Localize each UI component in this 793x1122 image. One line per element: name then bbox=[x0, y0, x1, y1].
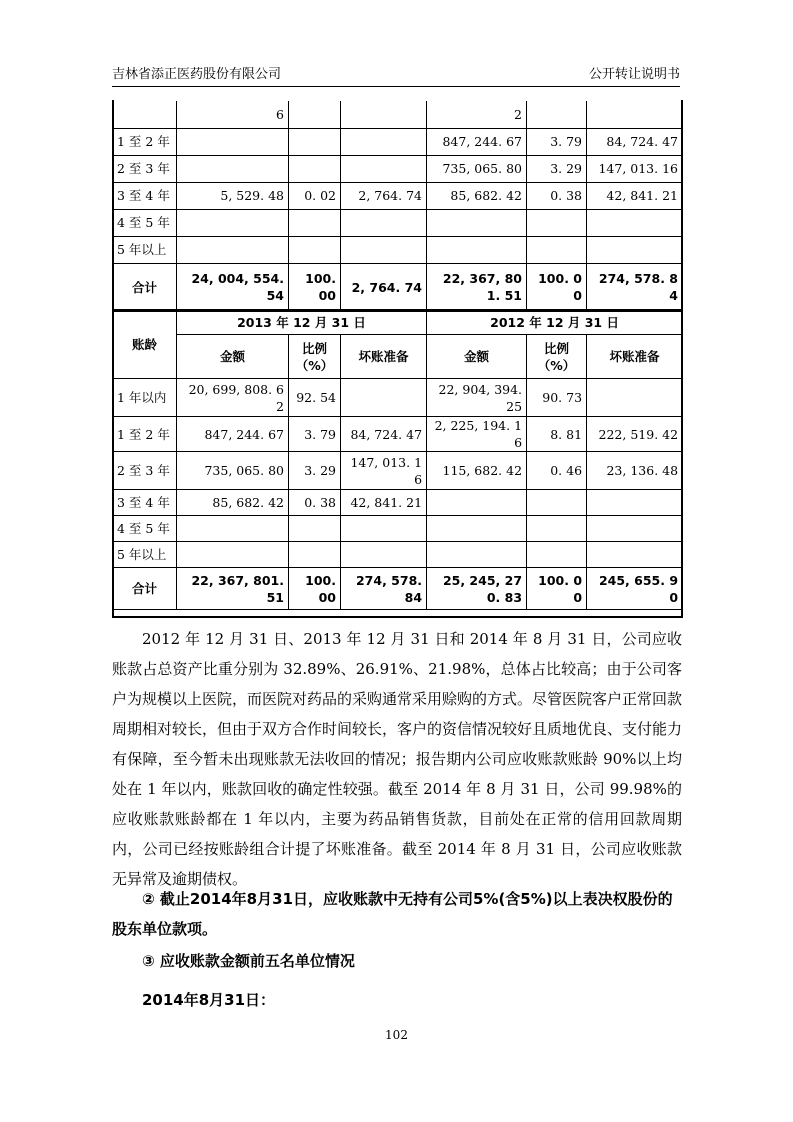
value-cell: 24, 004, 554. 54 bbox=[177, 263, 289, 311]
page-number: 102 bbox=[385, 1028, 408, 1042]
value-cell: 245, 655. 90 bbox=[587, 568, 683, 610]
value-cell: 147, 013. 16 bbox=[341, 452, 427, 490]
value-cell bbox=[587, 101, 683, 128]
value-cell: 3. 79 bbox=[527, 128, 587, 155]
value-cell bbox=[177, 542, 289, 568]
value-cell: 100. 00 bbox=[527, 568, 587, 610]
value-cell: 6 bbox=[177, 101, 289, 128]
age-cell: 4 至 5 年 bbox=[113, 209, 177, 236]
value-cell: 90. 73 bbox=[527, 379, 587, 417]
age-cell: 合计 bbox=[113, 568, 177, 610]
ratio-header: 比例（%） bbox=[289, 335, 341, 379]
receivables-aging-table bbox=[112, 310, 683, 610]
table-row bbox=[113, 209, 683, 236]
value-cell bbox=[587, 209, 683, 236]
value-cell bbox=[587, 542, 683, 568]
period-2013-header: 2013 年 12 月 31 日 bbox=[177, 311, 427, 335]
value-cell: 22, 904, 394. 25 bbox=[427, 379, 527, 417]
value-cell: 0. 38 bbox=[289, 490, 341, 516]
table-row bbox=[113, 101, 683, 128]
value-cell bbox=[427, 542, 527, 568]
value-cell bbox=[177, 155, 289, 182]
value-cell bbox=[587, 490, 683, 516]
value-cell bbox=[289, 155, 341, 182]
value-cell: 0. 38 bbox=[527, 182, 587, 209]
value-cell bbox=[587, 516, 683, 542]
value-cell bbox=[341, 209, 427, 236]
value-cell: 3. 79 bbox=[289, 417, 341, 452]
value-cell bbox=[289, 101, 341, 128]
value-cell: 85, 682. 42 bbox=[177, 490, 289, 516]
age-cell: 4 至 5 年 bbox=[113, 516, 177, 542]
value-cell bbox=[587, 236, 683, 263]
table-row bbox=[113, 542, 683, 568]
table-row bbox=[113, 379, 683, 417]
value-cell: 42, 841. 21 bbox=[341, 490, 427, 516]
value-cell: 847, 244. 67 bbox=[177, 417, 289, 452]
document-title: 公开转让说明书 bbox=[588, 67, 680, 82]
value-cell bbox=[527, 516, 587, 542]
value-cell bbox=[289, 542, 341, 568]
reserve-header: 坏账准备 bbox=[341, 335, 427, 379]
analysis-paragraph: 2012 年 12 月 31 日、2013 年 12 月 31 日和 2014 年 8 月 31 日，公司应收账款占总资产比重分别为 32.89%、26.91%、21.98%，总体占比较高；由于公司客户为规模以上医院，而医院对药品的采购通常采用赊购的方式。尽管医院客户正常回款周期相对较长，但由于双方合作时间较长，客户的资信情况较好且质地优良、支付能力有保障，至今暂未出现账款无法收回的情况；报告期内公司应收账款账龄 90%以上均处在 1 年以内，账款回收的确定性较强。截至 2014 年 8 月 31 日，公司 99.98%的应收账款账龄都在 1 年以内，主要为药品销售货款，目前处在正常的信用回款周期内，公司已经按账龄组合计提了坏账准备。截至 2014 年 8 月 31 日，公司应收账款无异常及逾期债权。 bbox=[112, 630, 683, 888]
value-cell: 25, 245, 270. 83 bbox=[427, 568, 527, 610]
age-cell: 1 至 2 年 bbox=[113, 128, 177, 155]
age-cell: 合计 bbox=[113, 263, 177, 311]
amount-header: 金额 bbox=[427, 335, 527, 379]
value-cell bbox=[427, 236, 527, 263]
receivables-table-continued bbox=[112, 101, 683, 312]
value-cell bbox=[527, 209, 587, 236]
section-heading-2: ② 截止2014年8月31日，应收账款中无持有公司5%(含5%)以上表决权股份的股东单位款项。 bbox=[112, 890, 673, 938]
value-cell bbox=[341, 155, 427, 182]
value-cell: 92. 54 bbox=[289, 379, 341, 417]
table-row bbox=[113, 452, 683, 490]
value-cell: 85, 682. 42 bbox=[427, 182, 527, 209]
value-cell bbox=[341, 236, 427, 263]
table-row bbox=[113, 128, 683, 155]
ratio-header: 比例（%） bbox=[527, 335, 587, 379]
amount-header: 金额 bbox=[177, 335, 289, 379]
table-row bbox=[113, 490, 683, 516]
value-cell: 115, 682. 42 bbox=[427, 452, 527, 490]
value-cell bbox=[177, 209, 289, 236]
value-cell: 222, 519. 42 bbox=[587, 417, 683, 452]
value-cell bbox=[341, 379, 427, 417]
age-cell: 3 至 4 年 bbox=[113, 490, 177, 516]
total-row bbox=[113, 263, 683, 311]
value-cell: 8. 81 bbox=[527, 417, 587, 452]
value-cell: 0. 02 bbox=[289, 182, 341, 209]
value-cell bbox=[527, 542, 587, 568]
age-cell: 3 至 4 年 bbox=[113, 182, 177, 209]
table-row bbox=[113, 417, 683, 452]
value-cell: 2, 764. 74 bbox=[341, 263, 427, 311]
value-cell bbox=[289, 209, 341, 236]
value-cell: 3. 29 bbox=[527, 155, 587, 182]
age-cell: 2 至 3 年 bbox=[113, 452, 177, 490]
table-row bbox=[113, 236, 683, 263]
value-cell bbox=[341, 542, 427, 568]
value-cell bbox=[177, 516, 289, 542]
value-cell bbox=[427, 490, 527, 516]
value-cell bbox=[341, 101, 427, 128]
value-cell bbox=[177, 128, 289, 155]
value-cell: 22, 367, 801. 51 bbox=[427, 263, 527, 311]
age-cell: 2 至 3 年 bbox=[113, 155, 177, 182]
value-cell bbox=[341, 128, 427, 155]
age-cell: 5 年以上 bbox=[113, 236, 177, 263]
value-cell: 84, 724. 47 bbox=[341, 417, 427, 452]
age-cell bbox=[113, 101, 177, 128]
value-cell: 84, 724. 47 bbox=[587, 128, 683, 155]
value-cell: 23, 136. 48 bbox=[587, 452, 683, 490]
value-cell bbox=[527, 236, 587, 263]
value-cell bbox=[427, 209, 527, 236]
reserve-header: 坏账准备 bbox=[587, 335, 683, 379]
value-cell bbox=[177, 236, 289, 263]
section-heading-4: 2014年8月31日： bbox=[142, 991, 276, 1009]
value-cell bbox=[289, 128, 341, 155]
period-2012-header: 2012 年 12 月 31 日 bbox=[427, 311, 683, 335]
value-cell: 2 bbox=[427, 101, 527, 128]
value-cell: 847, 244. 67 bbox=[427, 128, 527, 155]
value-cell bbox=[527, 101, 587, 128]
value-cell: 0. 46 bbox=[527, 452, 587, 490]
value-cell bbox=[427, 516, 527, 542]
value-cell: 100. 00 bbox=[289, 263, 341, 311]
value-cell bbox=[341, 516, 427, 542]
value-cell: 147, 013. 16 bbox=[587, 155, 683, 182]
age-cell: 1 至 2 年 bbox=[113, 417, 177, 452]
value-cell bbox=[587, 379, 683, 417]
value-cell: 3. 29 bbox=[289, 452, 341, 490]
value-cell: 100. 00 bbox=[527, 263, 587, 311]
table-row bbox=[113, 516, 683, 542]
value-cell: 22, 367, 801. 51 bbox=[177, 568, 289, 610]
age-header: 账龄 bbox=[113, 311, 177, 379]
value-cell: 20, 699, 808. 62 bbox=[177, 379, 289, 417]
value-cell: 2, 225, 194. 16 bbox=[427, 417, 527, 452]
table-row bbox=[113, 182, 683, 209]
value-cell: 2, 764. 74 bbox=[341, 182, 427, 209]
page-header bbox=[112, 64, 680, 87]
value-cell: 100. 00 bbox=[289, 568, 341, 610]
value-cell bbox=[289, 236, 341, 263]
age-cell: 5 年以上 bbox=[113, 542, 177, 568]
value-cell: 274, 578. 84 bbox=[587, 263, 683, 311]
value-cell: 274, 578. 84 bbox=[341, 568, 427, 610]
value-cell: 5, 529. 48 bbox=[177, 182, 289, 209]
table-row bbox=[113, 155, 683, 182]
value-cell bbox=[527, 490, 587, 516]
age-cell: 1 年以内 bbox=[113, 379, 177, 417]
value-cell: 735, 065. 80 bbox=[427, 155, 527, 182]
value-cell bbox=[289, 516, 341, 542]
value-cell: 735, 065. 80 bbox=[177, 452, 289, 490]
total-row bbox=[113, 568, 683, 610]
company-name: 吉林省添正医药股份有限公司 bbox=[112, 67, 282, 82]
value-cell: 42, 841. 21 bbox=[587, 182, 683, 209]
section-heading-3: ③ 应收账款金额前五名单位情况 bbox=[142, 952, 355, 970]
